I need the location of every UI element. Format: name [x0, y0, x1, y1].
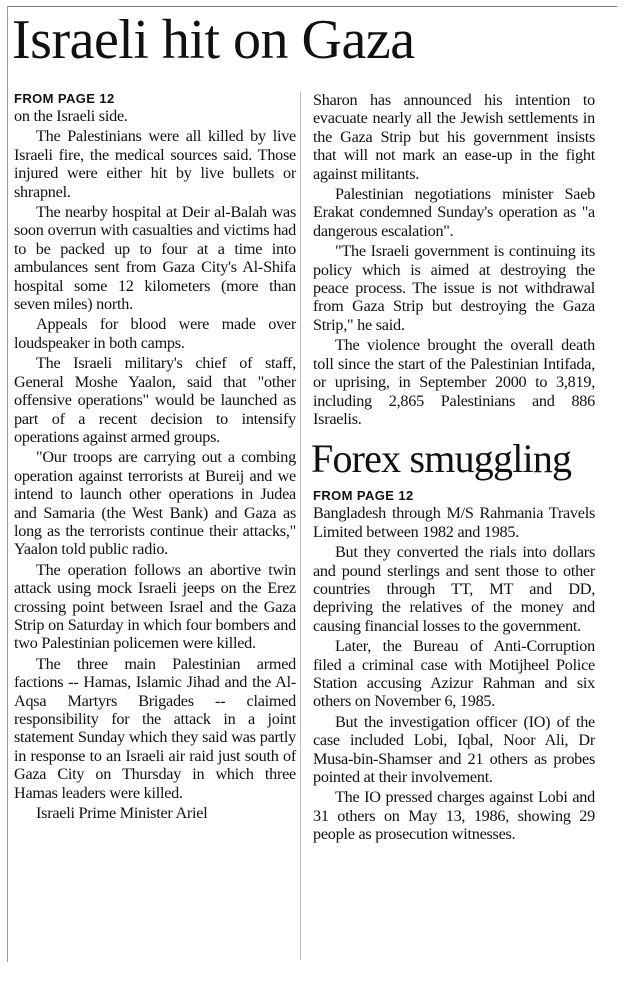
story1-paragraph: The three main Palestinian armed factions -- Hamas, Islamic Jihad and the Al-Aqsa Martyrs Brigades -- claimed responsibility for the attack in a joint statement Sunday which they said was partly in response to an Israeli air raid just south of Gaza City on Thursday in which three Hamas leaders were killed. — [14, 654, 296, 802]
story1-paragraph: Sharon has announced his intention to evacuate nearly all the Jewish settlements in the Gaza Strip but his government insists that will not mark an ease-up in the fight against militants. — [313, 91, 595, 183]
page-headline: Israeli hit on Gaza — [12, 9, 415, 71]
article-left-column — [14, 91, 296, 824]
story2-paragraph: Later, the Bureau of Anti-Corruption filed a criminal case with Motijheel Police Station accusing Azizur Rahman and six others on November 6, 1985. — [313, 637, 595, 711]
story1-paragraph: The violence brought the overall death toll since the start of the Palestinian Intifada, or uprising, in September 2000 to 3,819, including 2,865 Palestinians and 886 Israelis. — [313, 336, 595, 428]
article-right-column — [313, 91, 595, 846]
story1-paragraph: The operation follows an abortive twin attack using mock Israeli jeeps on the Erez crossing point between Israel and the Gaza Strip on Saturday in which four bombers and two Palestinian policemen were killed. — [14, 560, 296, 653]
story1-paragraph: The Israeli military's chief of staff, General Moshe Yaalon, said that "other offensive operations" would be launched as part of a recent decision to intensify operations against armed groups. — [14, 354, 296, 446]
story2-paragraph: The IO pressed charges against Lobi and 31 others on May 13, 1986, showing 29 people as prosecution witnesses. — [313, 788, 595, 844]
story1-paragraph: on the Israeli side. — [14, 107, 128, 125]
left-page-border — [7, 6, 8, 962]
story2-paragraph: But they converted the rials into dollars and pound sterlings and sent those to other countries through TT, MT and DD, depriving the relatives of the money and causing financial losses to the government. — [313, 543, 595, 635]
story1-paragraph: Palestinian negotiations minister Saeb Erakat condemned Sunday's operation as "a dangerous escalation". — [313, 185, 595, 240]
story2-paragraph: Bangladesh through M/S Rahmania Travels Limited between 1982 and 1985. — [313, 504, 595, 541]
story1-paragraph: The nearby hospital at Deir al-Balah was soon overrun with casualties and victims had to be packed up to four at a time into ambulances sent from Gaza City's Al-Shifa hospital some 12 kilometers (more than seven miles) north. — [14, 203, 296, 314]
top-rule — [8, 6, 617, 7]
story1-paragraph: Appeals for blood were made over loudspeaker in both camps. — [14, 315, 296, 352]
story1-paragraph: The Palestinians were all killed by live Israeli fire, the medical sources said. Those injured were either hit by live bullets or shrapnel. — [14, 127, 296, 201]
column-divider — [300, 92, 301, 960]
story1-paragraph: Israeli Prime Minister Ariel — [36, 804, 208, 823]
story2-paragraph: But the investigation officer (IO) of the case included Lobi, Iqbal, Noor Ali, Dr Musa-bin-Shamser and 21 others as probes pointed at their involvement. — [313, 712, 595, 786]
story1-paragraph: "The Israeli government is continuing its policy which is aimed at destroying the peace process. The issue is not withdrawal from Gaza Strip but destroying the Gaza Strip," he said. — [313, 242, 595, 334]
story1-kicker: FROM PAGE 12 — [14, 91, 115, 106]
story2-headline: Forex smuggling — [311, 436, 572, 482]
story2-kicker: FROM PAGE 12 — [313, 488, 414, 504]
story1-paragraph: "Our troops are carrying out a combing operation against terrorists at Bureij and we intend to launch other operations in Judea and Samaria (the West Bank) and Gaza as long as the terrorists continue their attacks," Yaalon told public radio. — [14, 448, 296, 559]
